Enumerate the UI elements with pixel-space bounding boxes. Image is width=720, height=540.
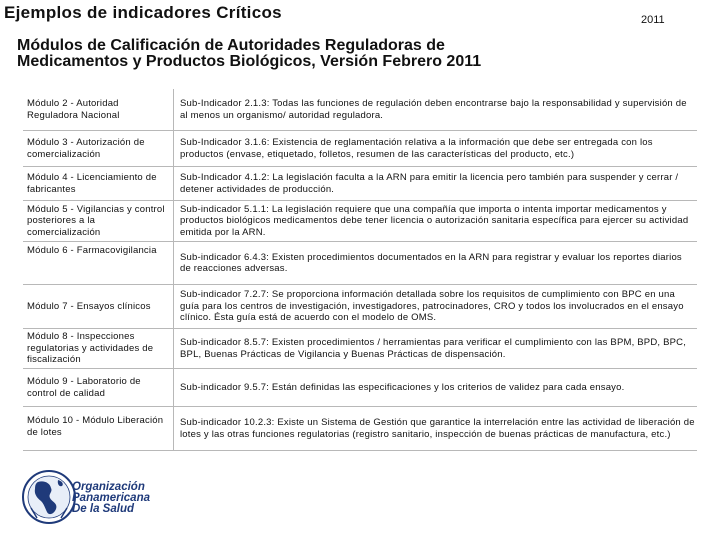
module-cell: Módulo 9 - Laboratorio de control de calidad [23, 369, 174, 407]
module-cell: Módulo 7 - Ensayos clínicos [23, 285, 174, 329]
logo-line-3: De la Salud [72, 503, 134, 515]
logo-line-1: Organización [72, 481, 145, 493]
globe-icon [20, 468, 78, 526]
module-cell: Módulo 3 - Autorización de comercialización [23, 131, 174, 167]
indicator-cell: Sub-indicador 10.2.3: Existe un Sistema de Gestión que garantice la interrelación entre las actividad de liberación de lotes y las otras funciones regulatorias (registro sanitario, inspección de buenas prácticas de manufactura, etc.) [174, 407, 697, 451]
subtitle [17, 38, 667, 70]
indicator-cell: Sub-indicador 9.5.7: Están definidas las especificaciones y los criterios de validez para cada ensayo. [174, 369, 697, 407]
module-cell: Módulo 10 - Módulo Liberación de lotes [23, 407, 174, 451]
indicator-cell: Sub-indicador 5.1.1: La legislación requiere que una compañía que importa o intenta importar medicamentos y productos biológicos medicamentos debe tener licencia o autorización sanitaria específica para ejercer su actividad emitida por la ARN. [174, 201, 697, 242]
module-cell: Módulo 2 - Autoridad Reguladora Nacional [23, 89, 174, 131]
page-title: Ejemplos de indicadores Críticos [4, 3, 282, 22]
indicator-cell: Sub-Indicador 3.1.6: Existencia de reglamentación relativa a la información que debe ser entregada con los productos (envase, etiquetado, folletos, resumen de las características del producto, etc.) [174, 131, 697, 167]
indicator-cell: Sub-Indicador 2.1.3: Todas las funciones de regulación deben encontrarse bajo la responsabilidad y supervisión de al menos un organismo/ autoridad reguladora. [174, 89, 697, 131]
paho-logo [20, 468, 180, 528]
module-cell: Módulo 5 - Vigilancias y control posteriores a la comercialización [23, 201, 174, 242]
indicators-table [23, 89, 697, 451]
module-cell: Módulo 4 - Licenciamiento de fabricantes [23, 167, 174, 201]
module-cell: Módulo 8 - Inspecciones regulatorias y actividades de fiscalización [23, 329, 174, 369]
indicator-cell: Sub-indicador 8.5.7: Existen procedimientos / herramientas para verificar el cumplimiento con las BPM, BPD, BPC, BPL, Buenas Prácticas de Vigilancia y Buenas Prácticas de dispensación. [174, 329, 697, 369]
indicator-cell: Sub-indicador 6.4.3: Existen procedimientos documentados en la ARN para registrar y evaluar los reportes diarios de reacciones adversas. [174, 242, 697, 285]
subtitle-line-1: Módulos de Calificación de Autoridades Reguladoras de [17, 37, 445, 54]
subtitle-line-2: Medicamentos y Productos Biológicos, Versión Febrero 2011 [17, 53, 482, 70]
module-cell: Módulo 6 - Farmacovigilancia [23, 242, 174, 285]
indicator-cell: Sub-Indicador 4.1.2: La legislación faculta a la ARN para emitir la licencia pero también para suspender y cerrar / detener actividades de producción. [174, 167, 697, 201]
logo-line-2: Panamericana [72, 492, 150, 504]
year-label: 2011 [641, 14, 665, 26]
indicator-cell: Sub-indicador 7.2.7: Se proporciona información detallada sobre los requisitos de cumplimiento con BPC en una guía para los centros de investigación, investigadores, patrocinadores, CRO y todos los involucrados en el ensayo clínico. Ésta guía está de acuerdo con el modelo de OMS. [174, 285, 697, 329]
logo-text [72, 482, 150, 515]
